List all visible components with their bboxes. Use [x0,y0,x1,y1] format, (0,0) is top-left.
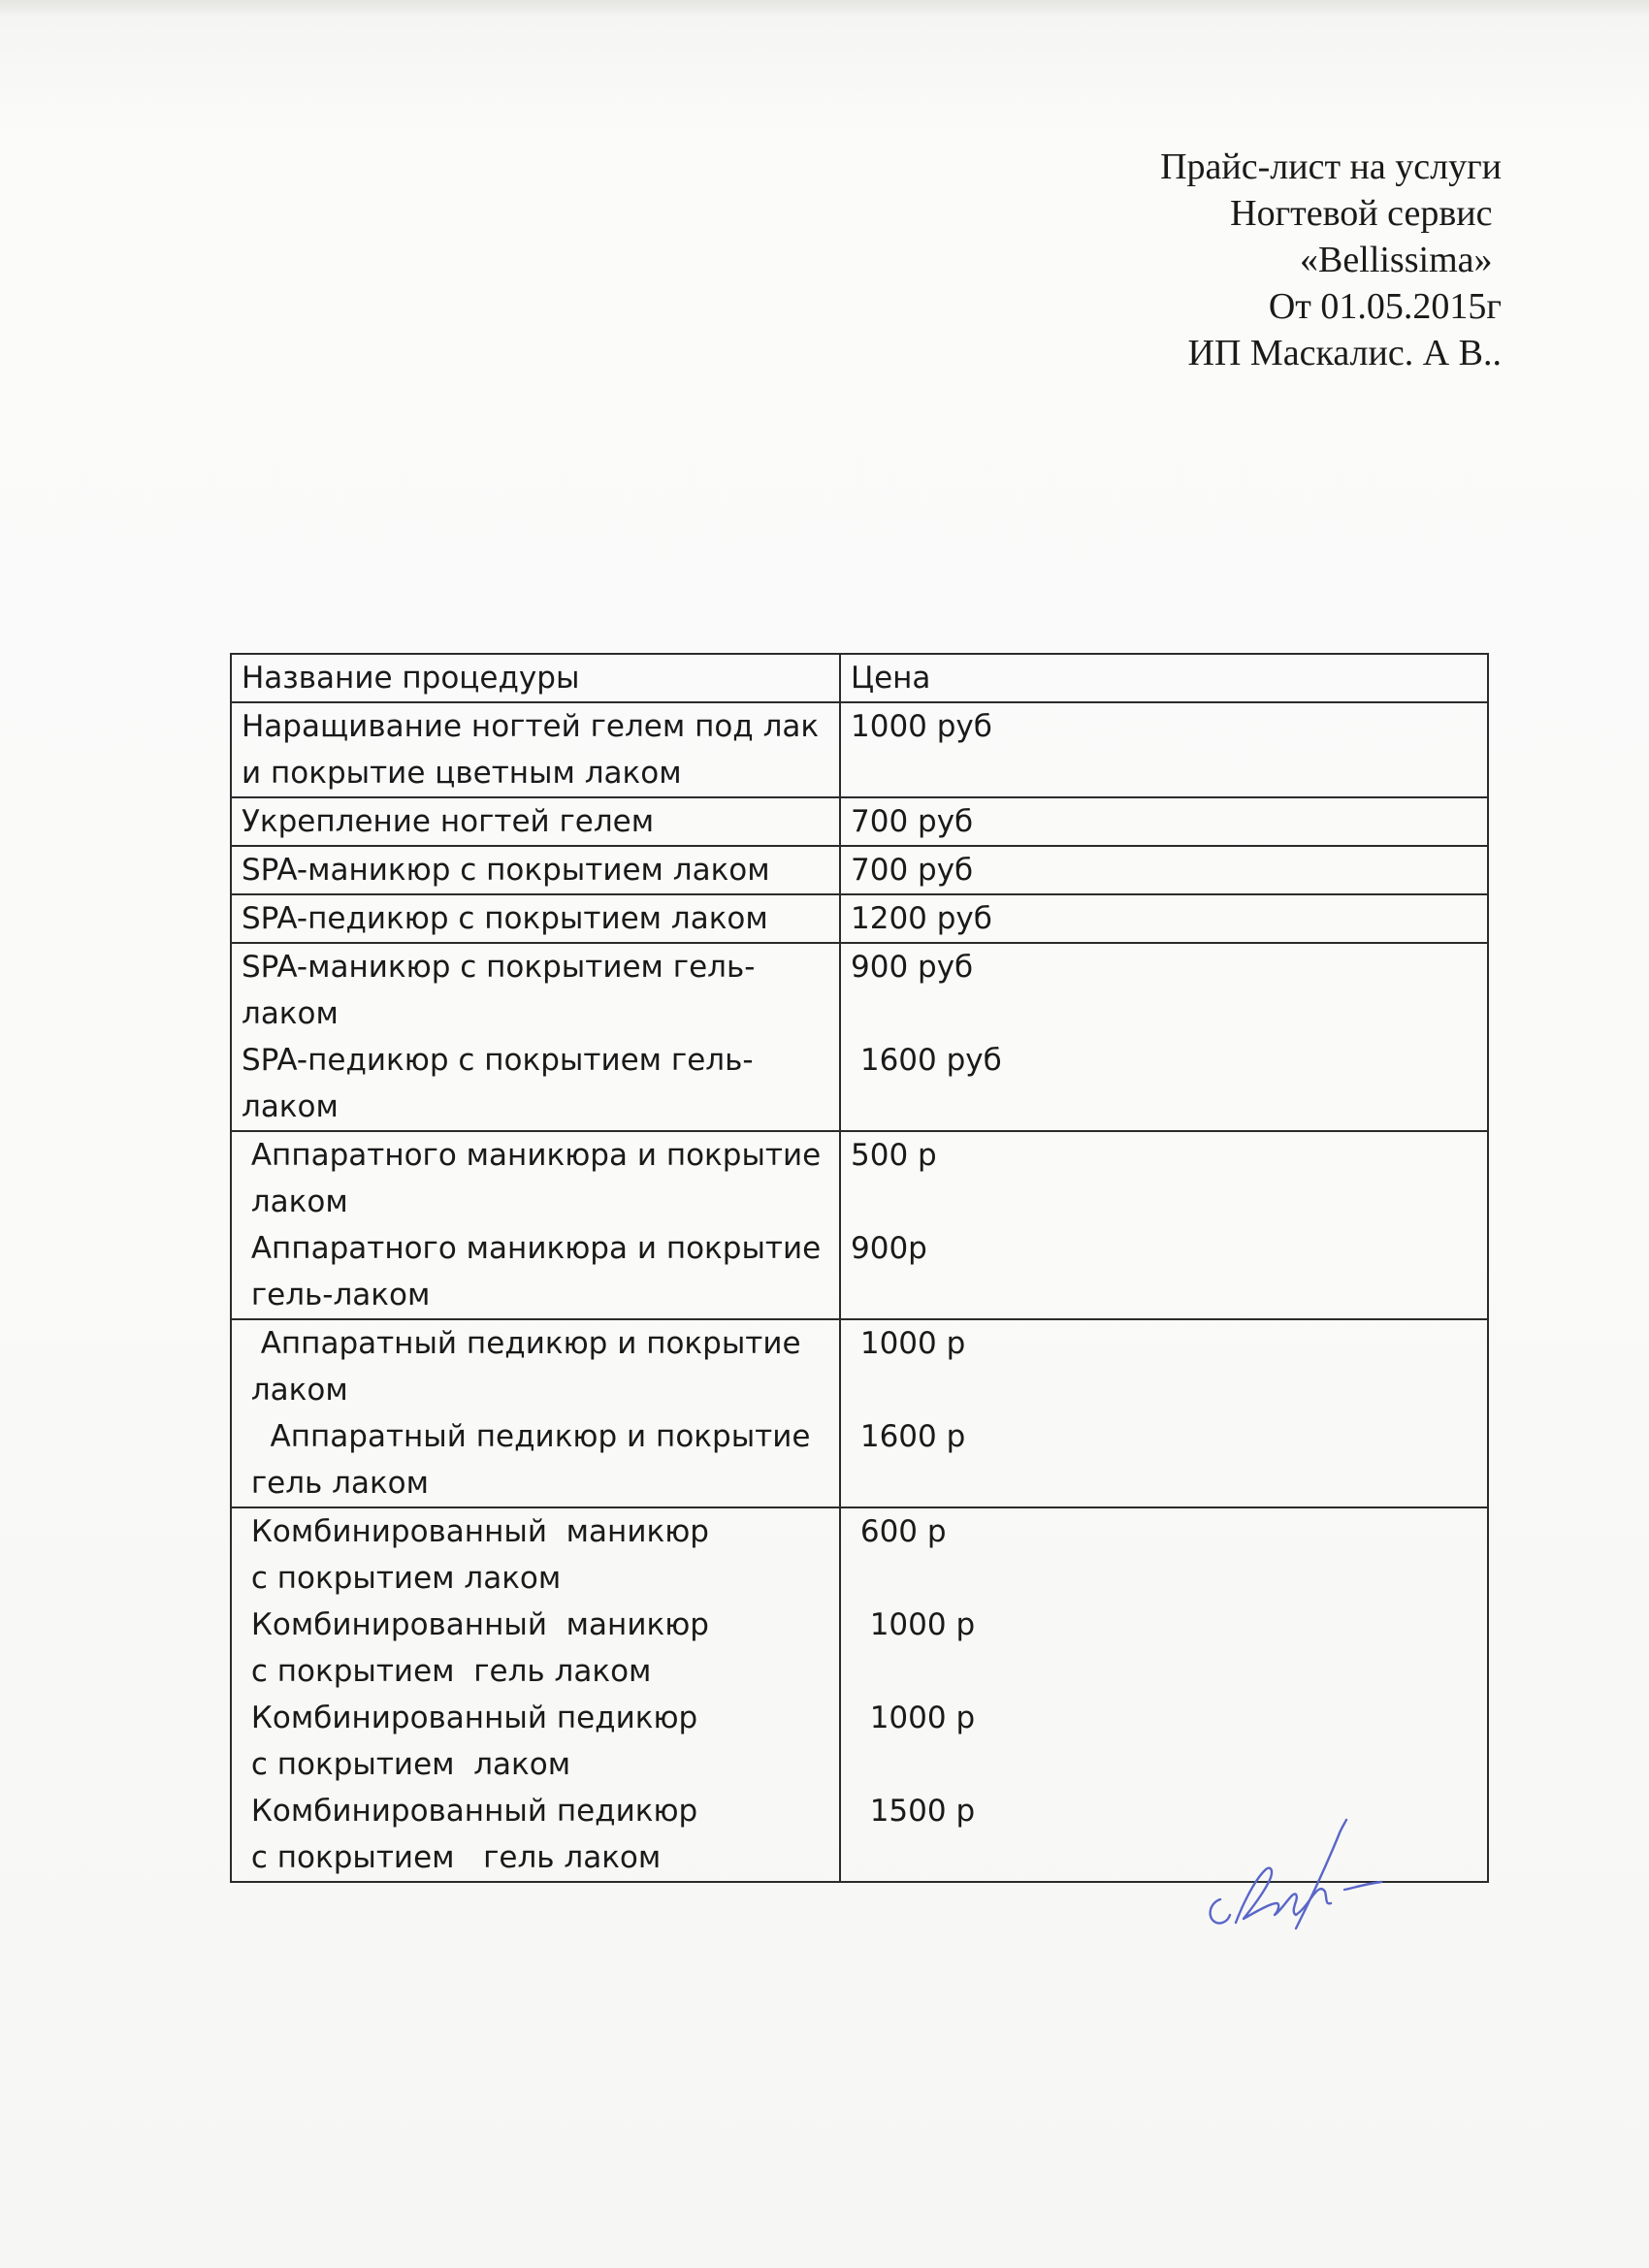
price-cell [840,894,1488,943]
signature-stroke [1296,1820,1346,1928]
header-business-name: «Bellissima» [1300,240,1502,280]
procedure-name-cell [231,894,840,943]
table-header-row [231,654,1488,702]
price-value [851,1741,1479,1788]
procedure-name-line: и покрытие цветным лаком [242,756,682,791]
price-value [851,750,1479,796]
procedure-name-line: Наращивание ногтей гелем под лак [242,709,820,744]
price-cell [840,846,1488,894]
procedure-name-line: лаком [242,1184,348,1219]
procedure-name-cell [231,1507,840,1882]
table-row [231,943,1488,1131]
price-value: 1000 р [851,1701,976,1735]
price-value: 500 р [851,1138,937,1173]
price-value: 600 р [851,1514,947,1549]
price-cell [840,1319,1488,1507]
price-cell [840,1131,1488,1319]
table-row [231,846,1488,894]
procedure-name-cell [231,1319,840,1507]
price-value [851,1272,1479,1318]
header-date: От 01.05.2015г [1268,286,1502,327]
price-value: 1000 р [851,1326,966,1361]
procedure-name-line: лаком [242,1089,339,1124]
price-cell [840,702,1488,797]
procedure-name-cell [231,1131,840,1319]
procedure-name-line: Комбинированный педикюр [242,1794,698,1829]
price-value: 900р [851,1231,927,1266]
procedure-name-cell [231,797,840,846]
table-row [231,1319,1488,1507]
header-business-type: Ногтевой сервис [1230,193,1502,234]
scan-edge [0,0,1649,17]
price-value [851,1179,1479,1225]
procedure-name-line: гель-лаком [242,1278,431,1312]
procedure-name-line: SPA-педикюр с покрытием лаком [242,901,768,936]
table-body [231,702,1488,1882]
procedure-name-line: лаком [242,1373,348,1408]
price-cell [840,943,1488,1131]
table-row [231,894,1488,943]
price-cell [840,797,1488,846]
procedure-name-line: Комбинированный маникюр [242,1607,709,1642]
handwritten-signature [1203,1814,1416,1960]
procedure-name-line: гель лаком [242,1466,430,1501]
price-value: 700 руб [851,804,974,839]
document-header [1160,144,1502,376]
procedure-name-line: Аппаратный педикюр и покрытие [242,1419,811,1454]
signature-stroke [1236,1868,1311,1923]
procedure-name-line: Аппаратного маникюра и покрытие [242,1138,822,1173]
price-value: 1000 руб [851,709,992,744]
procedure-name-line: лаком [242,996,339,1031]
price-value [851,1648,1479,1695]
procedure-name-line: SPA-педикюр с покрытием гель- [242,1043,754,1078]
price-value: 1600 р [851,1419,966,1454]
price-value [851,1367,1479,1413]
signature-stroke [1344,1882,1381,1890]
header-title: Прайс-лист на услуги [1160,146,1502,187]
price-value: 700 руб [851,853,974,888]
price-table [230,653,1489,1883]
price-value: 1600 руб [851,1043,1002,1078]
procedure-name-line: с покрытием лаком [242,1747,571,1782]
price-value [851,1084,1479,1130]
procedure-name-cell [231,846,840,894]
table-row [231,702,1488,797]
header-owner: ИП Маскалис. А В.. [1187,333,1502,373]
column-header-procedure: Название процедуры [231,654,840,702]
price-value: 900 руб [851,950,974,985]
procedure-name-cell [231,943,840,1131]
procedure-name-line: Комбинированный педикюр [242,1701,698,1735]
column-header-price: Цена [840,654,1488,702]
procedure-name-line: с покрытием лаком [242,1561,562,1596]
price-value [851,1555,1479,1602]
procedure-name-line: с покрытием гель лаком [242,1654,652,1689]
procedure-name-line: с покрытием гель лаком [242,1840,662,1875]
signature-stroke [1211,1899,1230,1924]
procedure-name-cell [231,702,840,797]
table-row [231,1131,1488,1319]
procedure-name-line: Аппаратный педикюр и покрытие [242,1326,801,1361]
procedure-name-line: SPA-маникюр с покрытием лаком [242,853,770,888]
table-row [231,797,1488,846]
price-value [851,990,1479,1037]
procedure-name-line: SPA-маникюр с покрытием гель- [242,950,756,985]
price-value: 1200 руб [851,901,992,936]
procedure-name-line: Комбинированный маникюр [242,1514,709,1549]
price-value: 1500 р [851,1794,976,1829]
price-value [851,1460,1479,1507]
price-value: 1000 р [851,1607,976,1642]
procedure-name-line: Укрепление ногтей гелем [242,804,655,839]
procedure-name-line: Аппаратного маникюра и покрытие [242,1231,822,1266]
